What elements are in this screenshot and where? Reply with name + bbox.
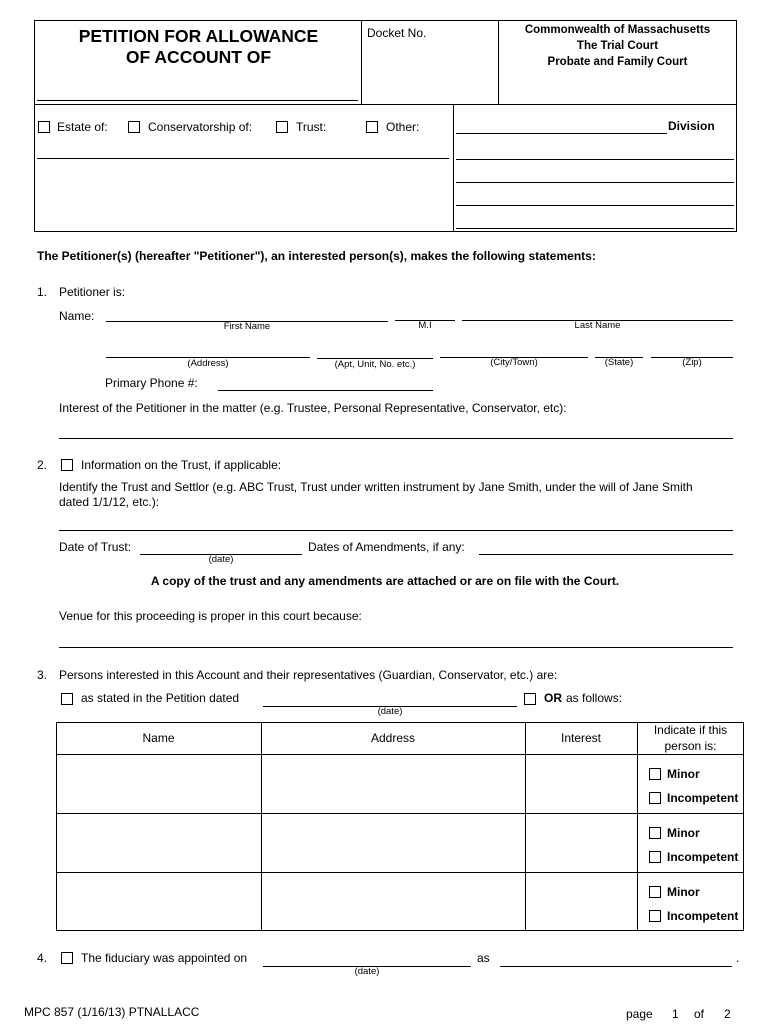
identify-trust-line2: dated 1/1/12, etc.):	[59, 495, 160, 509]
other-label: Other:	[386, 120, 420, 134]
division-fill-line[interactable]	[456, 133, 667, 134]
header-col-divider-1	[361, 20, 362, 104]
fiduciary-appointed-label: The fiduciary was appointed on	[81, 951, 248, 965]
section4-number: 4.	[37, 951, 48, 965]
table-header-indicate-line2: person is:	[664, 739, 717, 753]
page-label: page	[626, 1007, 653, 1021]
trust-info-checkbox[interactable]	[61, 459, 73, 471]
row2-incompetent-checkbox[interactable]	[649, 851, 661, 863]
table-header-address: Address	[370, 731, 416, 745]
docket-label: Docket No.	[367, 26, 427, 40]
or-as-follows-checkbox[interactable]	[524, 693, 536, 705]
as-stated-label: as stated in the Petition dated	[81, 691, 240, 705]
intro-statement: The Petitioner(s) (hereafter "Petitioner"), an interested person(s), makes the following statements:	[37, 249, 596, 263]
table-header-divider	[56, 754, 744, 755]
section3-heading: Persons interested in this Account and their representatives (Guardian, Conservator, etc.) are:	[59, 668, 558, 682]
page-total: 2	[724, 1007, 731, 1021]
table-row-divider-1	[56, 813, 744, 814]
division-line-2[interactable]	[456, 159, 734, 160]
other-checkbox[interactable]	[366, 121, 378, 133]
row3-minor-checkbox[interactable]	[649, 886, 661, 898]
header-col-divider-3	[453, 104, 454, 232]
division-line-3[interactable]	[456, 182, 734, 183]
or-label: OR	[544, 691, 562, 705]
name-label: Name:	[59, 309, 95, 323]
row3-minor-label: Minor	[667, 885, 700, 899]
page-number: 1	[672, 1007, 679, 1021]
table-header-indicate-line1: Indicate if this	[653, 723, 728, 737]
appointed-date-caption: (date)	[354, 966, 380, 977]
conservatorship-label: Conservatorship of:	[148, 120, 253, 134]
row3-incompetent-label: Incompetent	[667, 909, 739, 923]
title-fill-line[interactable]	[37, 100, 358, 101]
section2-heading: Information on the Trust, if applicable:	[81, 458, 282, 472]
row2-incompetent-label: Incompetent	[667, 850, 739, 864]
table-row-divider-2	[56, 872, 744, 873]
division-line-5[interactable]	[456, 228, 734, 229]
state-caption: (State)	[604, 357, 634, 368]
interest-label: Interest of the Petitioner in the matter (e.g. Trustee, Personal Representative, Conservator, etc):	[59, 401, 567, 415]
address-caption: (Address)	[187, 358, 229, 369]
court-line2: The Trial Court	[576, 40, 659, 52]
city-caption: (City/Town)	[490, 357, 538, 368]
as-follows-label: as follows:	[566, 691, 623, 705]
table-header-interest: Interest	[560, 731, 602, 745]
section3-number: 3.	[37, 668, 48, 682]
header-divider	[34, 104, 737, 105]
row3-incompetent-checkbox[interactable]	[649, 910, 661, 922]
amendments-label: Dates of Amendments, if any:	[308, 540, 465, 554]
petition-date-caption: (date)	[377, 706, 403, 717]
form-title-line2: OF ACCOUNT OF	[125, 47, 272, 67]
as-stated-checkbox[interactable]	[61, 693, 73, 705]
first-name-caption: First Name	[223, 321, 271, 332]
section1-number: 1.	[37, 285, 48, 299]
period-mark: .	[736, 951, 740, 965]
row1-incompetent-checkbox[interactable]	[649, 792, 661, 804]
row1-incompetent-label: Incompetent	[667, 791, 739, 805]
conservatorship-checkbox[interactable]	[128, 121, 140, 133]
trust-label: Trust:	[296, 120, 327, 134]
court-line1: Commonwealth of Massachusetts	[524, 24, 711, 36]
form-title-line1: PETITION FOR ALLOWANCE	[78, 26, 319, 46]
amendments-line[interactable]	[479, 554, 733, 555]
identify-trust-line[interactable]	[59, 530, 733, 531]
apt-caption: (Apt, Unit, No. etc.)	[334, 359, 416, 370]
court-line3: Probate and Family Court	[547, 56, 688, 68]
zip-caption: (Zip)	[682, 357, 702, 368]
phone-line[interactable]	[218, 390, 433, 391]
mi-caption: M.I	[418, 320, 432, 331]
fiduciary-role-line[interactable]	[500, 966, 732, 967]
estate-checkbox[interactable]	[38, 121, 50, 133]
form-id: MPC 857 (1/16/13) PTNALLACC	[24, 1005, 200, 1019]
venue-label: Venue for this proceeding is proper in this court because:	[59, 609, 362, 623]
division-label: Division	[668, 119, 715, 133]
interest-line[interactable]	[59, 438, 733, 439]
venue-line[interactable]	[59, 647, 733, 648]
section2-number: 2.	[37, 458, 48, 472]
estate-name-line[interactable]	[37, 158, 449, 159]
as-label: as	[477, 951, 490, 965]
copy-notice: A copy of the trust and any amendments are attached or are on file with the Court.	[150, 574, 620, 588]
fiduciary-checkbox[interactable]	[61, 952, 73, 964]
identify-trust-line1: Identify the Trust and Settlor (e.g. ABC Trust, Trust under written instrument by Jane Smith, under the will of Jane Smith	[59, 480, 693, 494]
estate-label: Estate of:	[57, 120, 108, 134]
row2-minor-checkbox[interactable]	[649, 827, 661, 839]
phone-label: Primary Phone #:	[105, 376, 198, 390]
trust-checkbox[interactable]	[276, 121, 288, 133]
division-line-4[interactable]	[456, 205, 734, 206]
last-name-caption: Last Name	[574, 320, 621, 331]
table-header-name: Name	[142, 731, 175, 745]
date-of-trust-caption: (date)	[208, 554, 234, 565]
date-of-trust-label: Date of Trust:	[59, 540, 132, 554]
row1-minor-label: Minor	[667, 767, 700, 781]
row1-minor-checkbox[interactable]	[649, 768, 661, 780]
of-label: of	[694, 1007, 705, 1021]
row2-minor-label: Minor	[667, 826, 700, 840]
section1-heading: Petitioner is:	[59, 285, 126, 299]
